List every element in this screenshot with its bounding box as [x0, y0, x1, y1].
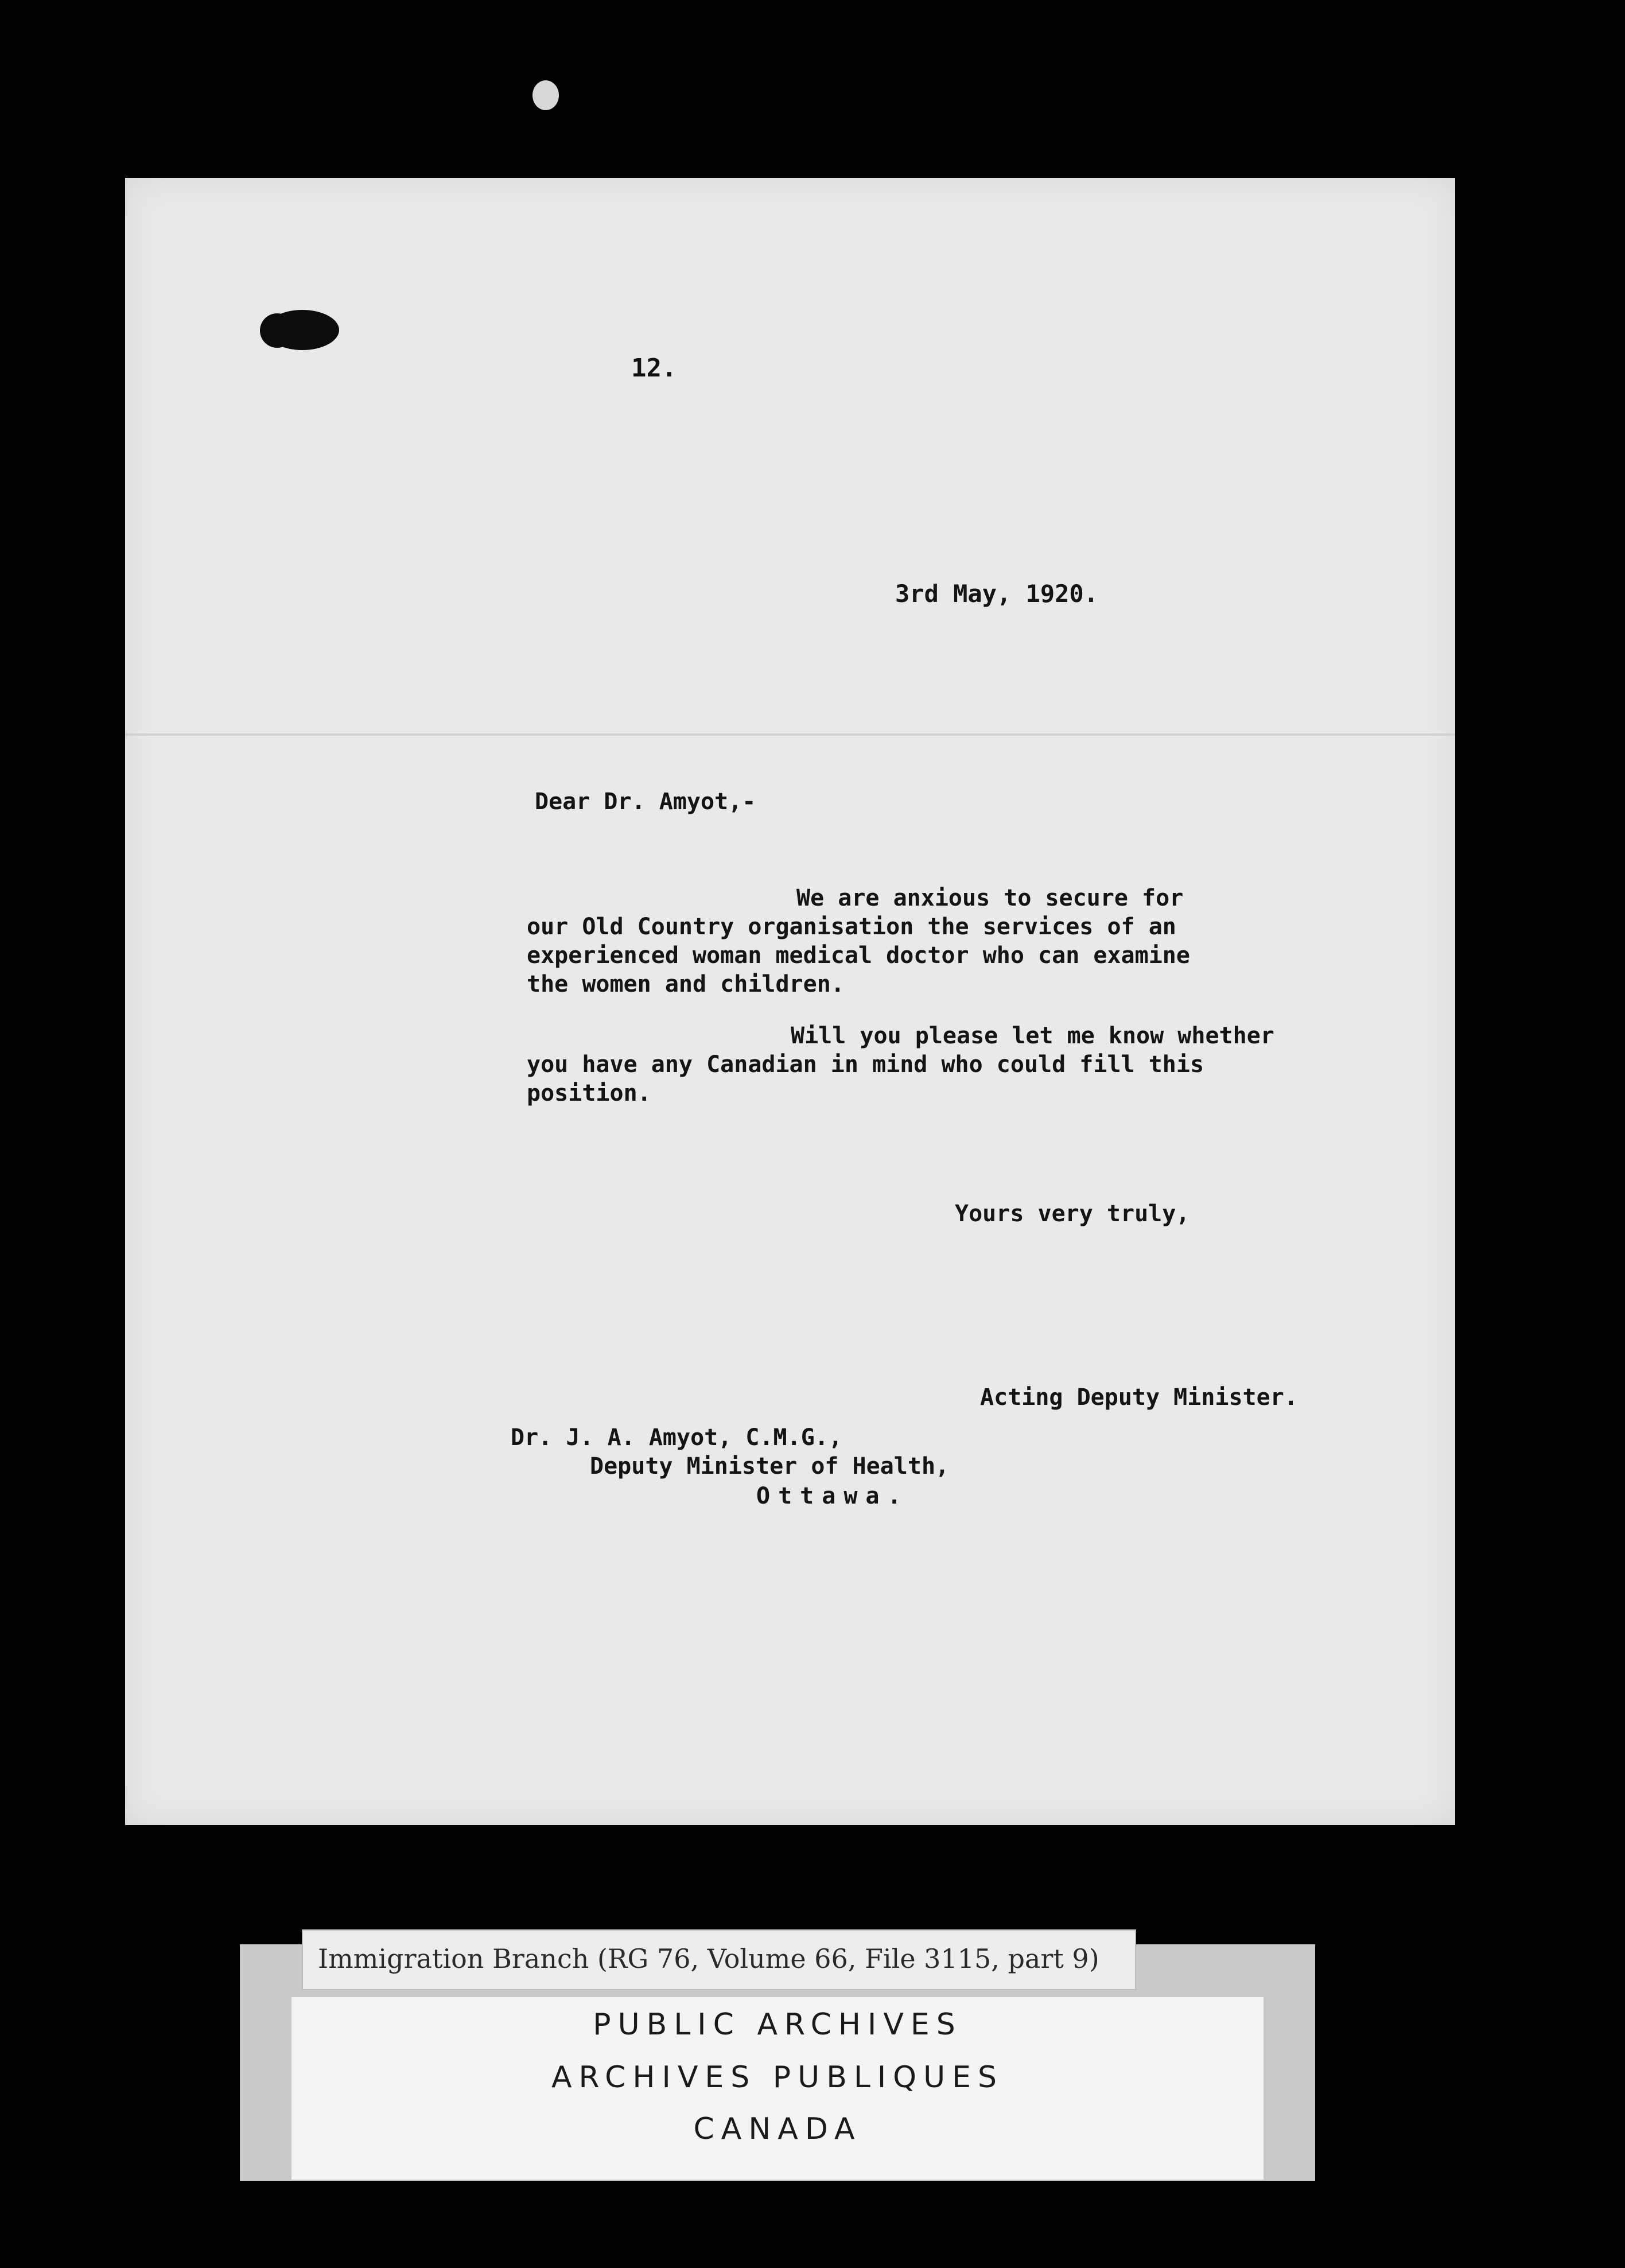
recipient-name: Dr. J. A. Amyot, C.M.G.,	[511, 1424, 842, 1451]
paragraph-2-body: you have any Canadian in mind who could fill this position.	[527, 1051, 1204, 1106]
archive-line-1: PUBLIC ARCHIVES	[593, 2007, 962, 2042]
fold-line	[125, 733, 1455, 736]
paragraph-1-first-line: We are anxious to secure for	[796, 885, 1184, 911]
recipient-title: Deputy Minister of Health,	[590, 1453, 950, 1479]
letter-date: 3rd May, 1920.	[895, 580, 1099, 608]
ink-blot	[266, 310, 339, 350]
archive-label-card	[291, 1997, 1264, 2180]
paragraph-1-body: our Old Country organisation the services of an experienced woman medical doctor who can examine the women and children.	[527, 914, 1190, 997]
archive-reference-strip	[302, 1929, 1136, 1990]
signature-title: Acting Deputy Minister.	[980, 1384, 1298, 1411]
closing: Yours very truly,	[955, 1201, 1190, 1227]
salutation: Dear Dr. Amyot,-	[535, 789, 756, 815]
archive-line-2: ARCHIVES PUBLIQUES	[551, 2060, 1004, 2095]
paragraph-2-first-line: Will you please let me know whether	[791, 1023, 1274, 1049]
recipient-city: Ottawa.	[756, 1483, 909, 1509]
archive-reference: Immigration Branch (RG 76, Volume 66, File 3115, part 9)	[318, 1943, 1099, 1974]
page-number: 12.	[631, 354, 677, 383]
pin-hole	[532, 80, 559, 110]
archive-line-3: CANADA	[693, 2112, 862, 2146]
letter-sheet	[125, 178, 1455, 1825]
